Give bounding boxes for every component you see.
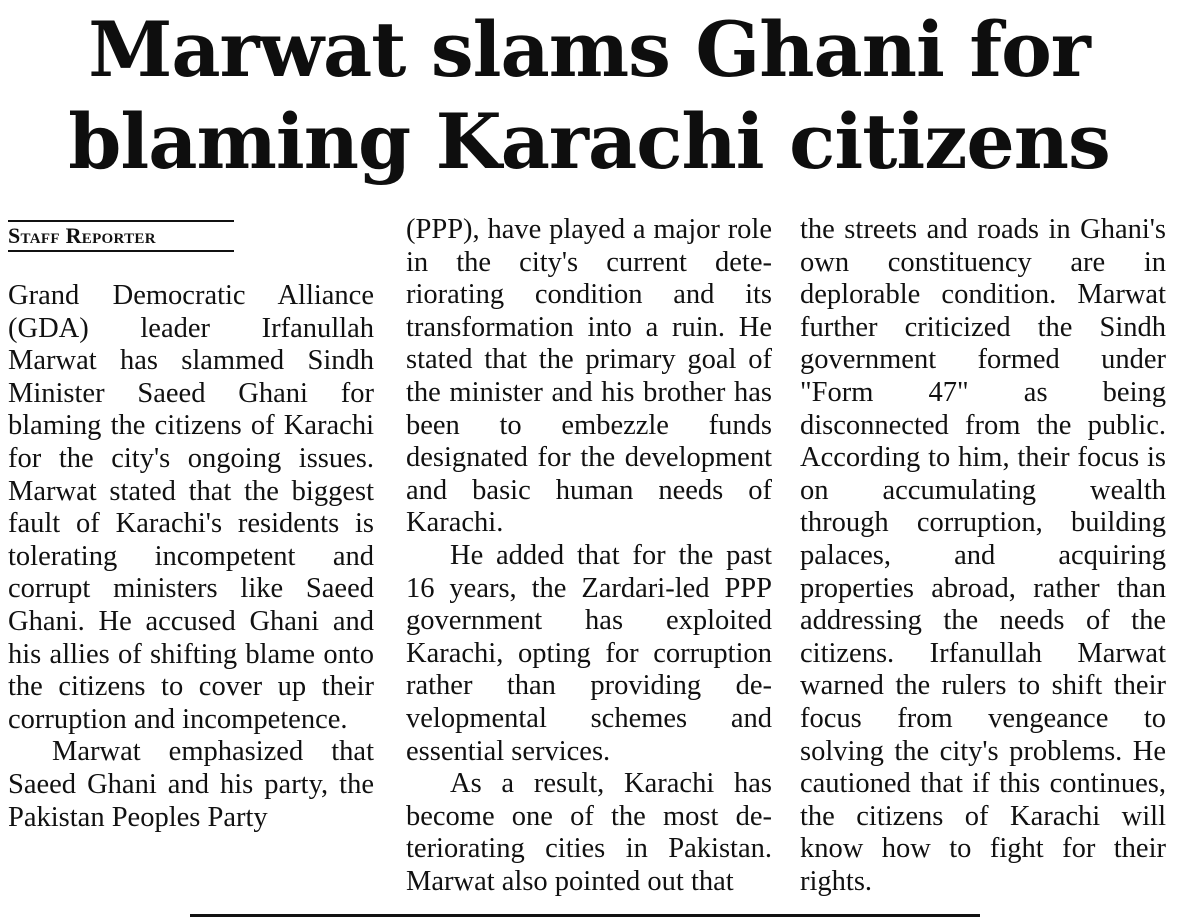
paragraph: the streets and roads in Ghani's own constituency are in deplorable condition. Marwat further criticized the Sindh government formed under "Form 47" as being disconnected from the public. According to him, their focus is on accumulating wealth through corruption, building palaces, and acquiring properties abroad, rather than addressing the needs of the citizens. Irfanullah Marwat warned the rulers to shift their focus from vengeance to solving the city's problems. He cautioned that if this continues, the citizens of Karachi will know how to fight for their rights. [800,214,1166,897]
article-column-1 [8,214,374,904]
paragraph: (PPP), have played a major role in the city's current deteriorating condition and its transformation into a ruin. He stated that the primary goal of the minister and his brother has been to embezzle funds designated for the development and basic human needs of Karachi. [406,214,772,539]
paragraph: Grand Democratic Alliance (GDA) leader Irfanullah Marwat has slammed Sindh Minister Saeed Ghani for blaming the citizens of Karachi for the city's ongoing issues. Marwat stated that the biggest fault of Karachi's residents is tolerating incompetent and corrupt ministers like Saeed Ghani. He accused Ghani and his allies of shifting blame onto the citizens to cover up their corruption and incompetence. [8,280,374,735]
bottom-divider [190,914,980,917]
byline-block [8,214,374,280]
byline: Staff Reporter [8,220,234,252]
headline-line-1: Marwat slams Ghani for [88,5,1090,94]
headline [0,0,1178,188]
headline-line-2: blaming Karachi citizens [68,97,1110,186]
article-column-3 [800,214,1166,904]
paragraph: As a result, Karachi has become one of the most deteriorating cities in Pakistan. Marwat also pointed out that [406,768,772,897]
paragraph: Marwat emphasized that Saeed Ghani and his party, the Pakistan Peoples Party [8,736,374,833]
article-column-2 [406,214,772,904]
paragraph: He added that for the past 16 years, the Zardari-led PPP government has exploited Karachi, opting for corruption rather than providing developmental schemes and essential services. [406,539,772,767]
article-body [8,214,1168,904]
